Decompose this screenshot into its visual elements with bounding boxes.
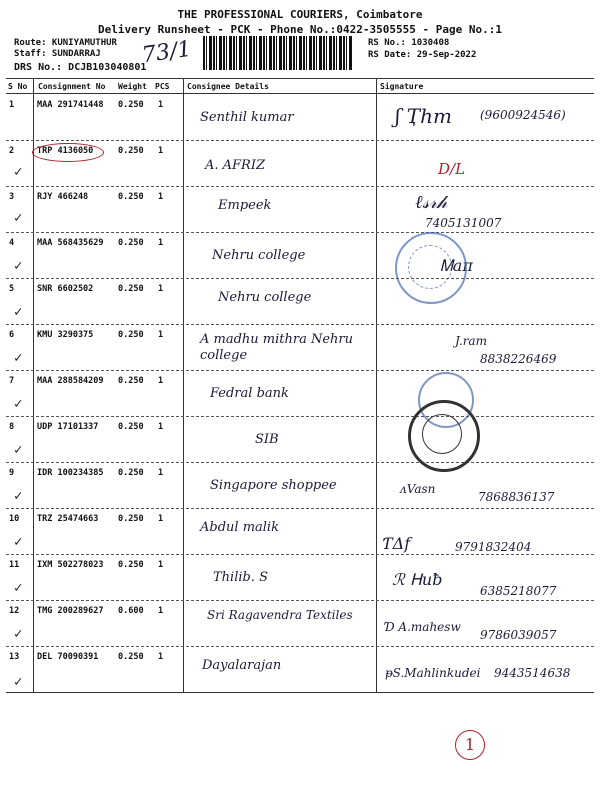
row-pcs: 1 — [158, 422, 164, 432]
rs-number: RS No.: 1030408 — [368, 38, 450, 48]
row-divider — [6, 186, 594, 187]
row-signature: D/L — [438, 160, 466, 178]
check-mark: ✓ — [14, 396, 23, 412]
check-mark: ✓ — [14, 304, 23, 320]
col-consignment: Consignment No — [38, 82, 106, 91]
row-weight: 0.250 — [118, 146, 144, 156]
row-consignee: Thilib. S — [213, 570, 269, 585]
row-consignment: TRZ 25474663 — [37, 514, 99, 524]
row-consignment: DEL 70090391 — [37, 652, 99, 662]
row-consignee: Nehru college — [212, 248, 306, 263]
row-signature: 9791832404 — [455, 540, 532, 554]
col-pcs: PCS — [155, 82, 170, 91]
route-label: Route: KUNIYAMUTHUR — [14, 38, 117, 48]
row-consignment: TMG 200289627 — [37, 606, 104, 616]
row-consignee: A madhu mithra Nehru college — [200, 332, 354, 363]
row-pcs: 1 — [158, 284, 164, 294]
row-weight: 0.250 — [118, 100, 144, 110]
row-sno: 4 — [9, 238, 15, 248]
check-mark: ✓ — [14, 674, 23, 690]
table-bottom-border — [6, 692, 594, 693]
row-consignee: SIB — [255, 432, 279, 447]
row-consignee: Dayalarajan — [202, 658, 282, 673]
row-sno: 7 — [9, 376, 15, 386]
row-sno: 9 — [9, 468, 15, 478]
row-consignment: RJY 466248 — [37, 192, 89, 202]
signature-scribble: ᴧVasn — [400, 482, 436, 496]
row-sno: 6 — [9, 330, 15, 340]
row-pcs: 1 — [158, 330, 164, 340]
row-weight: 0.250 — [118, 514, 144, 524]
row-sno: 1 — [9, 100, 15, 110]
signature-scribble: Ɗ A.mahesw — [385, 620, 461, 634]
row-weight: 0.250 — [118, 468, 144, 478]
check-mark: ✓ — [14, 626, 23, 642]
row-signature: 9443514638 — [494, 666, 571, 680]
row-signature: 7868836137 — [478, 490, 555, 504]
row-divider — [6, 600, 594, 601]
row-pcs: 1 — [158, 560, 164, 570]
row-weight: 0.250 — [118, 376, 144, 386]
runsheet-subtitle: Delivery Runsheet - PCK - Phone No.:0422-3505555 - Page No.:1 — [98, 23, 502, 36]
row-signature: 8838226469 — [480, 352, 557, 366]
row-consignee: Singapore shoppee — [210, 478, 337, 493]
row-weight: 0.250 — [118, 192, 144, 202]
row-divider — [6, 324, 594, 325]
row-consignment: MAA 291741448 — [37, 100, 104, 110]
row-sno: 2 — [9, 146, 15, 156]
row-sno: 5 — [9, 284, 15, 294]
row-consignment: TRP 4136050 — [37, 146, 94, 156]
row-divider — [6, 554, 594, 555]
signature-scribble: ℛ ᕼuƀ — [392, 570, 443, 589]
row-consignee: Abdul malik — [200, 520, 279, 535]
barcode — [203, 36, 353, 70]
row-weight: 0.250 — [118, 422, 144, 432]
row-signature: 9786039057 — [480, 628, 557, 642]
signature-scribble: J.ram — [455, 334, 487, 348]
row-consignee: Fedral bank — [210, 386, 289, 401]
row-sno: 10 — [9, 514, 20, 524]
table-header-border — [6, 93, 594, 94]
row-consignee: Sri Ragavendra Textiles — [207, 608, 353, 622]
document-title: THE PROFESSIONAL COURIERS, Coimbatore — [177, 8, 423, 21]
check-mark: ✓ — [14, 580, 23, 596]
row-divider — [6, 278, 594, 279]
row-divider — [6, 646, 594, 647]
row-sno: 11 — [9, 560, 20, 570]
col-consignee: Consignee Details — [187, 82, 269, 91]
row-divider — [6, 508, 594, 509]
signature-scribble: ʃ Ҭhm — [395, 104, 452, 128]
row-consignment: SNR 6602502 — [37, 284, 94, 294]
row-weight: 0.250 — [118, 560, 144, 570]
check-mark: ✓ — [14, 534, 23, 550]
row-divider — [6, 462, 594, 463]
col-weight: Weight — [118, 82, 147, 91]
row-pcs: 1 — [158, 100, 164, 110]
signature-scribble: ℓ𝓈𝓇𝒽 — [415, 192, 447, 213]
row-sno: 3 — [9, 192, 15, 202]
row-sno: 12 — [9, 606, 20, 616]
college-stamp-inner — [408, 245, 452, 289]
row-pcs: 1 — [158, 652, 164, 662]
row-weight: 0.250 — [118, 652, 144, 662]
row-weight: 0.600 — [118, 606, 144, 616]
col-sno: S No — [8, 82, 28, 91]
row-divider — [6, 370, 594, 371]
row-consignment: MAA 568435629 — [37, 238, 104, 248]
signature-scribble: ƬΔf — [382, 534, 411, 553]
check-mark: ✓ — [14, 488, 23, 504]
row-consignment: UDP 17101337 — [37, 422, 99, 432]
row-signature: 7405131007 — [425, 216, 502, 230]
col-signature: Signature — [380, 82, 424, 91]
bank-seal-inner — [422, 414, 462, 454]
drs-number: DRS No.: DCJB103040801 — [14, 62, 147, 73]
table-top-border — [6, 78, 594, 79]
row-signature: (9600924546) — [480, 108, 566, 122]
row-pcs: 1 — [158, 146, 164, 156]
row-pcs: 1 — [158, 192, 164, 202]
row-consignment: MAA 288584209 — [37, 376, 104, 386]
row-signature: 6385218077 — [480, 584, 557, 598]
row-pcs: 1 — [158, 376, 164, 386]
row-consignment: IDR 100234385 — [37, 468, 104, 478]
check-mark: ✓ — [14, 442, 23, 458]
check-mark: ✓ — [14, 210, 23, 226]
row-consignee: Empeek — [218, 198, 272, 213]
check-mark: ✓ — [14, 350, 23, 366]
staff-label: Staff: SUNDARRAJ — [14, 49, 101, 59]
rs-date: RS Date: 29-Sep-2022 — [368, 50, 477, 60]
row-divider — [6, 416, 594, 417]
row-pcs: 1 — [158, 238, 164, 248]
row-divider — [6, 232, 594, 233]
row-weight: 0.250 — [118, 330, 144, 340]
row-divider — [6, 140, 594, 141]
circled-page-mark: 1 — [455, 730, 485, 760]
row-consignment: IXM 502278023 — [37, 560, 104, 570]
check-mark: ✓ — [14, 258, 23, 274]
row-weight: 0.250 — [118, 238, 144, 248]
row-sno: 8 — [9, 422, 15, 432]
row-consignment: KMU 3290375 — [37, 330, 94, 340]
handwritten-mark: 73/1 — [140, 36, 193, 69]
row-weight: 0.250 — [118, 284, 144, 294]
row-consignee: Nehru college — [218, 290, 312, 305]
check-mark: ✓ — [14, 164, 23, 180]
signature-scribble: Ꮇaπ — [440, 256, 473, 275]
highlight-circle — [32, 143, 104, 162]
row-pcs: 1 — [158, 468, 164, 478]
signature-scribble: ᵽS.Mahlinkudei — [385, 666, 481, 680]
row-consignee: A. AFRIZ — [205, 158, 266, 173]
row-consignee: Senthil kumar — [200, 110, 294, 125]
row-sno: 13 — [9, 652, 20, 662]
row-pcs: 1 — [158, 514, 164, 524]
row-pcs: 1 — [158, 606, 164, 616]
